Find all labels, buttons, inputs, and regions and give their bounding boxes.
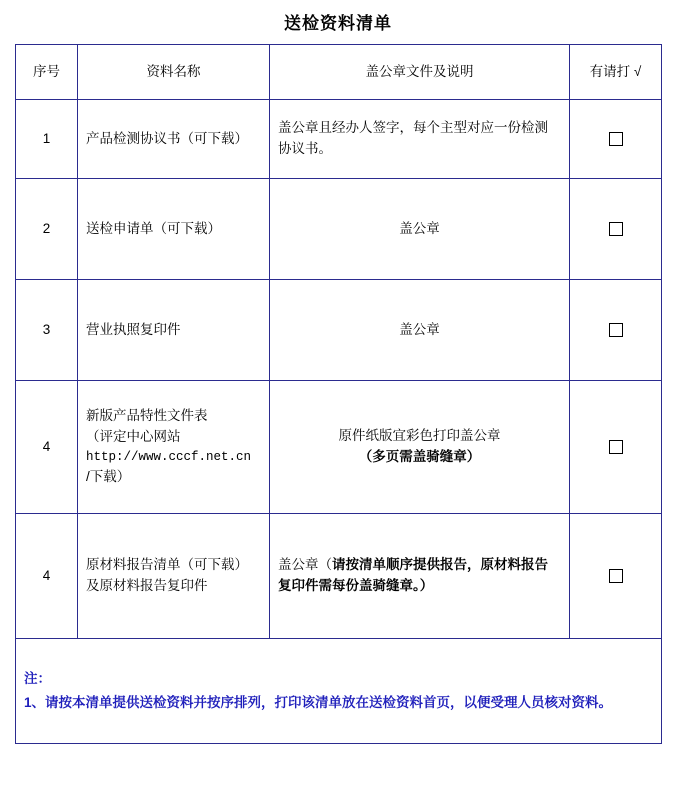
checkbox-cell[interactable]: [570, 100, 662, 179]
row-number: 2: [16, 179, 78, 280]
checkbox-icon[interactable]: [609, 440, 623, 454]
page-title: 送检资料清单: [284, 14, 392, 33]
checkbox-icon[interactable]: [609, 323, 623, 337]
checkbox-icon[interactable]: [609, 222, 623, 236]
checkbox-cell[interactable]: [570, 280, 662, 381]
material-name: 产品检测协议书（可下载）: [78, 100, 270, 179]
material-name: 营业执照复印件: [78, 280, 270, 381]
material-name: 原材料报告清单（可下载）及原材料报告复印件: [78, 514, 270, 639]
table-row: [16, 514, 662, 639]
note-cell: [16, 639, 662, 744]
checkbox-cell[interactable]: [570, 179, 662, 280]
row-number: 4: [16, 514, 78, 639]
material-name: 送检申请单（可下载）: [78, 179, 270, 280]
material-desc: [270, 514, 570, 639]
row-number: 1: [16, 100, 78, 179]
material-name-line: /下载）: [86, 469, 131, 485]
table-row: [16, 381, 662, 514]
column-header-name: 资料名称: [78, 45, 270, 100]
checkbox-icon[interactable]: [609, 569, 623, 583]
material-name-line: 新版产品特性文件表: [86, 407, 208, 423]
row-number: 3: [16, 280, 78, 381]
table-row: [16, 100, 662, 179]
checklist-table: [15, 44, 662, 744]
material-desc: 盖公章: [270, 280, 570, 381]
table-row: [16, 280, 662, 381]
material-desc-line: 原件纸版宜彩色打印盖公章: [338, 428, 501, 444]
material-desc: 盖公章: [270, 179, 570, 280]
note-row: [16, 639, 662, 744]
column-header-check: 有请打 √: [570, 45, 662, 100]
material-name-line: （评定中心网站: [86, 428, 181, 444]
table-header-row: [16, 45, 662, 100]
column-header-desc: 盖公章文件及说明: [270, 45, 570, 100]
checkbox-cell[interactable]: [570, 381, 662, 514]
material-desc-line-bold: （多页需盖骑缝章）: [358, 449, 481, 464]
checkbox-cell[interactable]: [570, 514, 662, 639]
material-desc-prefix: 盖公章（: [278, 557, 332, 573]
checkbox-icon[interactable]: [609, 132, 623, 146]
material-desc: 盖公章且经办人签字，每个主型对应一份检测协议书。: [270, 100, 570, 179]
evaluation-center-url: http://www.cccf.net.cn: [86, 449, 252, 464]
material-desc-bold: 请按清单顺序提供报告，原材料报告复印件需每份盖骑缝章。）: [278, 557, 548, 593]
material-desc: [270, 381, 570, 514]
row-number: 4: [16, 381, 78, 514]
material-name: [78, 381, 270, 514]
note-label: 注：: [24, 670, 51, 686]
table-row: [16, 179, 662, 280]
note-line-1: 1、请按本清单提供送检资料并按序排列，打印该清单放在送检资料首页，以便受理人员核对资料。: [24, 695, 613, 710]
column-header-no: 序号: [16, 45, 78, 100]
